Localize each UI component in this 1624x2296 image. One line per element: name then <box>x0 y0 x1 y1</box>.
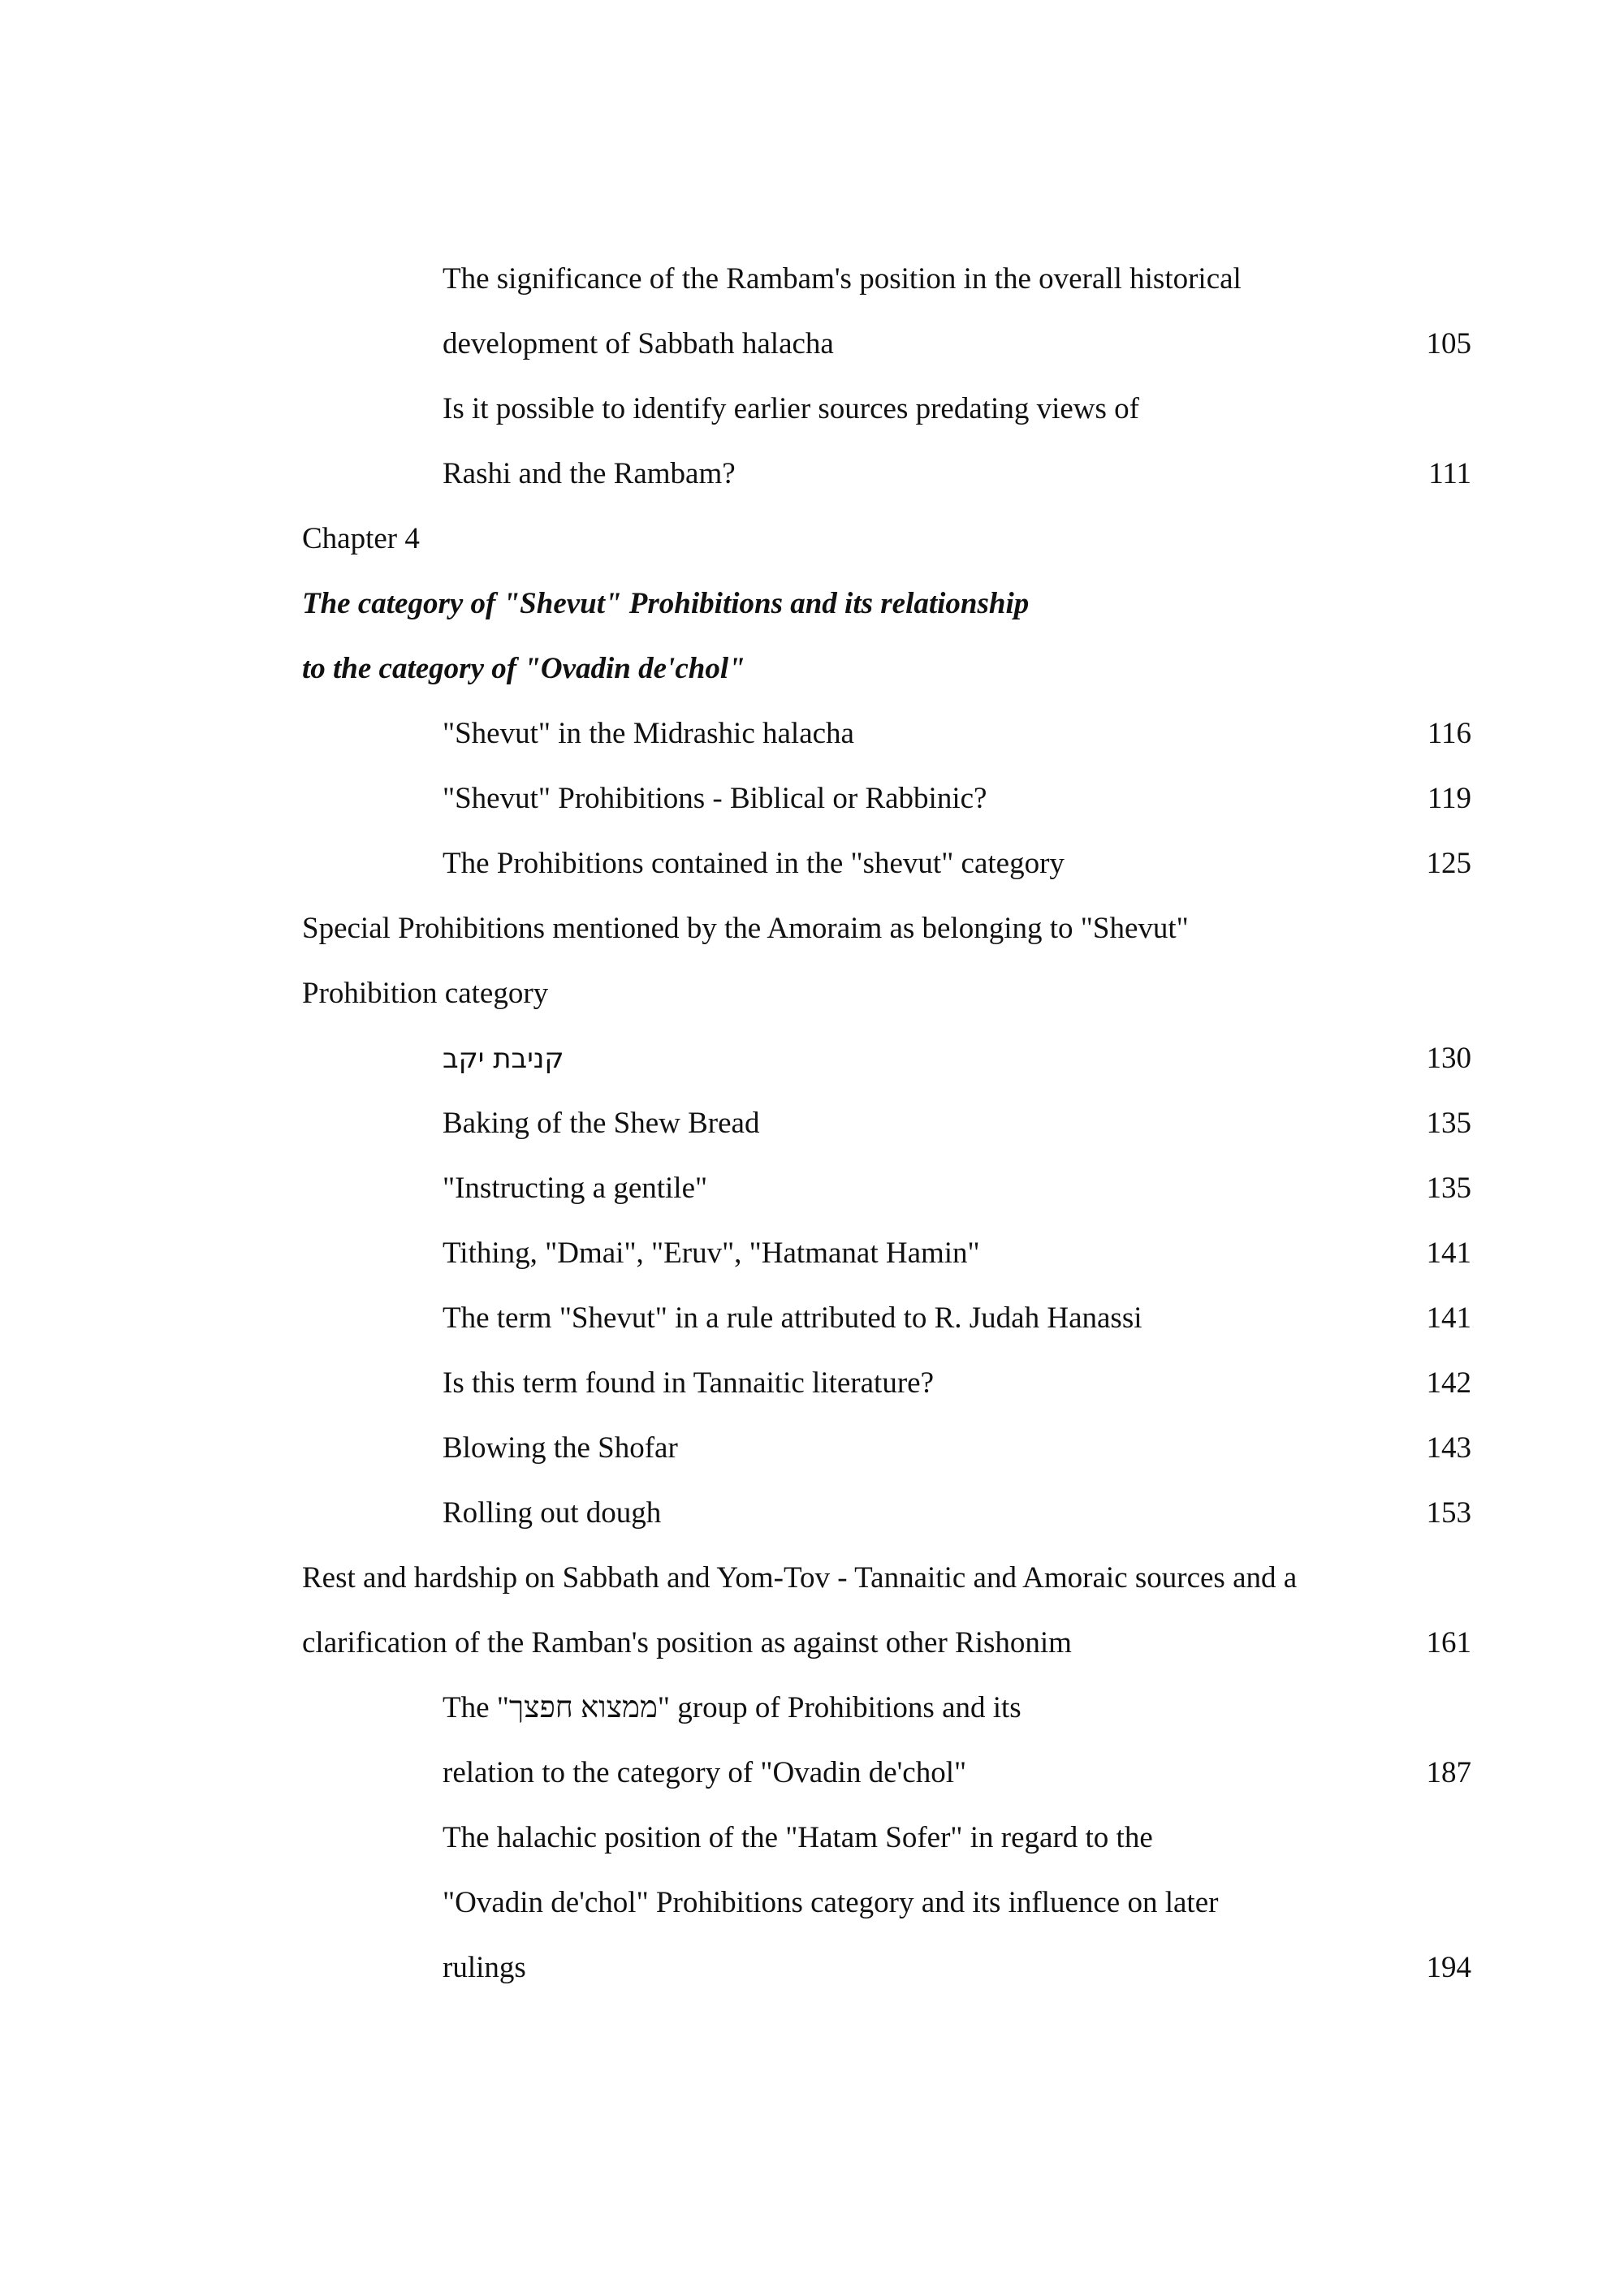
toc-page-number: 116 <box>1427 717 1471 750</box>
toc-entry-title: Prohibition category <box>302 977 549 1010</box>
toc-page-number: 142 <box>1426 1366 1471 1400</box>
toc-page-number: 194 <box>1426 1951 1471 1984</box>
toc-page-number: 141 <box>1426 1236 1471 1270</box>
toc-page-number: 161 <box>1426 1626 1471 1659</box>
toc-entry-title: The Prohibitions contained in the "shevut" category <box>443 847 1065 880</box>
toc-entry-title: Rolling out dough <box>443 1496 662 1530</box>
toc-page-number: 111 <box>1428 457 1471 490</box>
toc-entry <box>0 1416 1624 1481</box>
toc-entry <box>0 442 1624 507</box>
toc-entry <box>0 1221 1624 1286</box>
toc-entry <box>0 1351 1624 1416</box>
toc-entry <box>0 312 1624 377</box>
toc-entry-title: "Shevut" in the Midrashic halacha <box>443 717 854 750</box>
toc-entry <box>0 1741 1624 1806</box>
toc-entry-title: Chapter 4 <box>302 522 420 555</box>
toc-entry-title: קניבת יקב <box>443 1042 564 1075</box>
toc-entry <box>0 507 1624 572</box>
toc-entry <box>0 896 1624 961</box>
toc-entry-title: Is it possible to identify earlier sources predating views of <box>443 392 1139 425</box>
toc-entry-title: relation to the category of "Ovadin de'chol" <box>443 1756 967 1789</box>
toc-entry-title: "Instructing a gentile" <box>443 1172 708 1205</box>
toc-entry <box>0 1611 1624 1676</box>
toc-entry <box>0 1936 1624 2000</box>
toc-entry-title: "Shevut" Prohibitions - Biblical or Rabbinic? <box>443 782 987 815</box>
toc-entry <box>0 1091 1624 1156</box>
toc-entry <box>0 1286 1624 1351</box>
toc-page-number: 130 <box>1426 1042 1471 1075</box>
toc-entry <box>0 1546 1624 1611</box>
toc-page-number: 125 <box>1426 847 1471 880</box>
toc-page-number: 135 <box>1426 1172 1471 1205</box>
toc-entry-title: clarification of the Ramban's position as against other Rishonim <box>302 1626 1072 1659</box>
toc-entry <box>0 1871 1624 1936</box>
toc-entry-title: Blowing the Shofar <box>443 1431 678 1465</box>
toc-entry-title: Rest and hardship on Sabbath and Yom-Tov - Tannaitic and Amoraic sources and a <box>302 1561 1298 1595</box>
chapter-title: The category of "Shevut" Prohibitions and its relationship <box>302 587 1030 620</box>
toc-entry-title: Baking of the Shew Bread <box>443 1107 760 1140</box>
toc-entry-title: development of Sabbath halacha <box>443 327 834 360</box>
toc-entry-title: Special Prohibitions mentioned by the Amoraim as belonging to "Shevut" <box>302 912 1189 945</box>
toc-entry <box>0 247 1624 312</box>
toc-entry <box>0 766 1624 831</box>
toc-page-number: 143 <box>1426 1431 1471 1465</box>
toc-page-number: 119 <box>1427 782 1471 815</box>
toc-page-number: 153 <box>1426 1496 1471 1530</box>
toc-entry <box>0 1026 1624 1091</box>
toc-entry-title: Tithing, "Dmai", "Eruv", "Hatmanat Hamin" <box>443 1236 980 1270</box>
toc-entry-title: The halachic position of the "Hatam Sofer" in regard to the <box>443 1821 1153 1854</box>
toc-entry <box>0 1481 1624 1546</box>
toc-page-number: 187 <box>1426 1756 1471 1789</box>
toc-entry-title: Rashi and the Rambam? <box>443 457 736 490</box>
toc-entry-title: The "ממצוא חפצך" group of Prohibitions and its <box>443 1691 1021 1724</box>
toc-page-number: 105 <box>1426 327 1471 360</box>
toc-entry <box>0 377 1624 442</box>
toc-entry-title: The term "Shevut" in a rule attributed to R. Judah Hanassi <box>443 1301 1142 1335</box>
chapter-title: to the category of "Ovadin de'chol" <box>302 652 745 685</box>
toc-entry <box>0 572 1624 637</box>
toc-entry <box>0 961 1624 1026</box>
toc-page-number: 135 <box>1426 1107 1471 1140</box>
toc-entry <box>0 1156 1624 1221</box>
toc-entry <box>0 1806 1624 1871</box>
toc-entry-title: The significance of the Rambam's position in the overall historical <box>443 262 1242 296</box>
toc-page-number: 141 <box>1426 1301 1471 1335</box>
toc-entry <box>0 831 1624 896</box>
toc-entry-title: "Ovadin de'chol" Prohibitions category and its influence on later <box>443 1886 1219 1919</box>
toc-entry-title: rulings <box>443 1951 526 1984</box>
toc-entry-title: Is this term found in Tannaitic literature? <box>443 1366 934 1400</box>
toc-entry <box>0 1676 1624 1741</box>
toc-entry <box>0 701 1624 766</box>
toc-entry <box>0 637 1624 701</box>
